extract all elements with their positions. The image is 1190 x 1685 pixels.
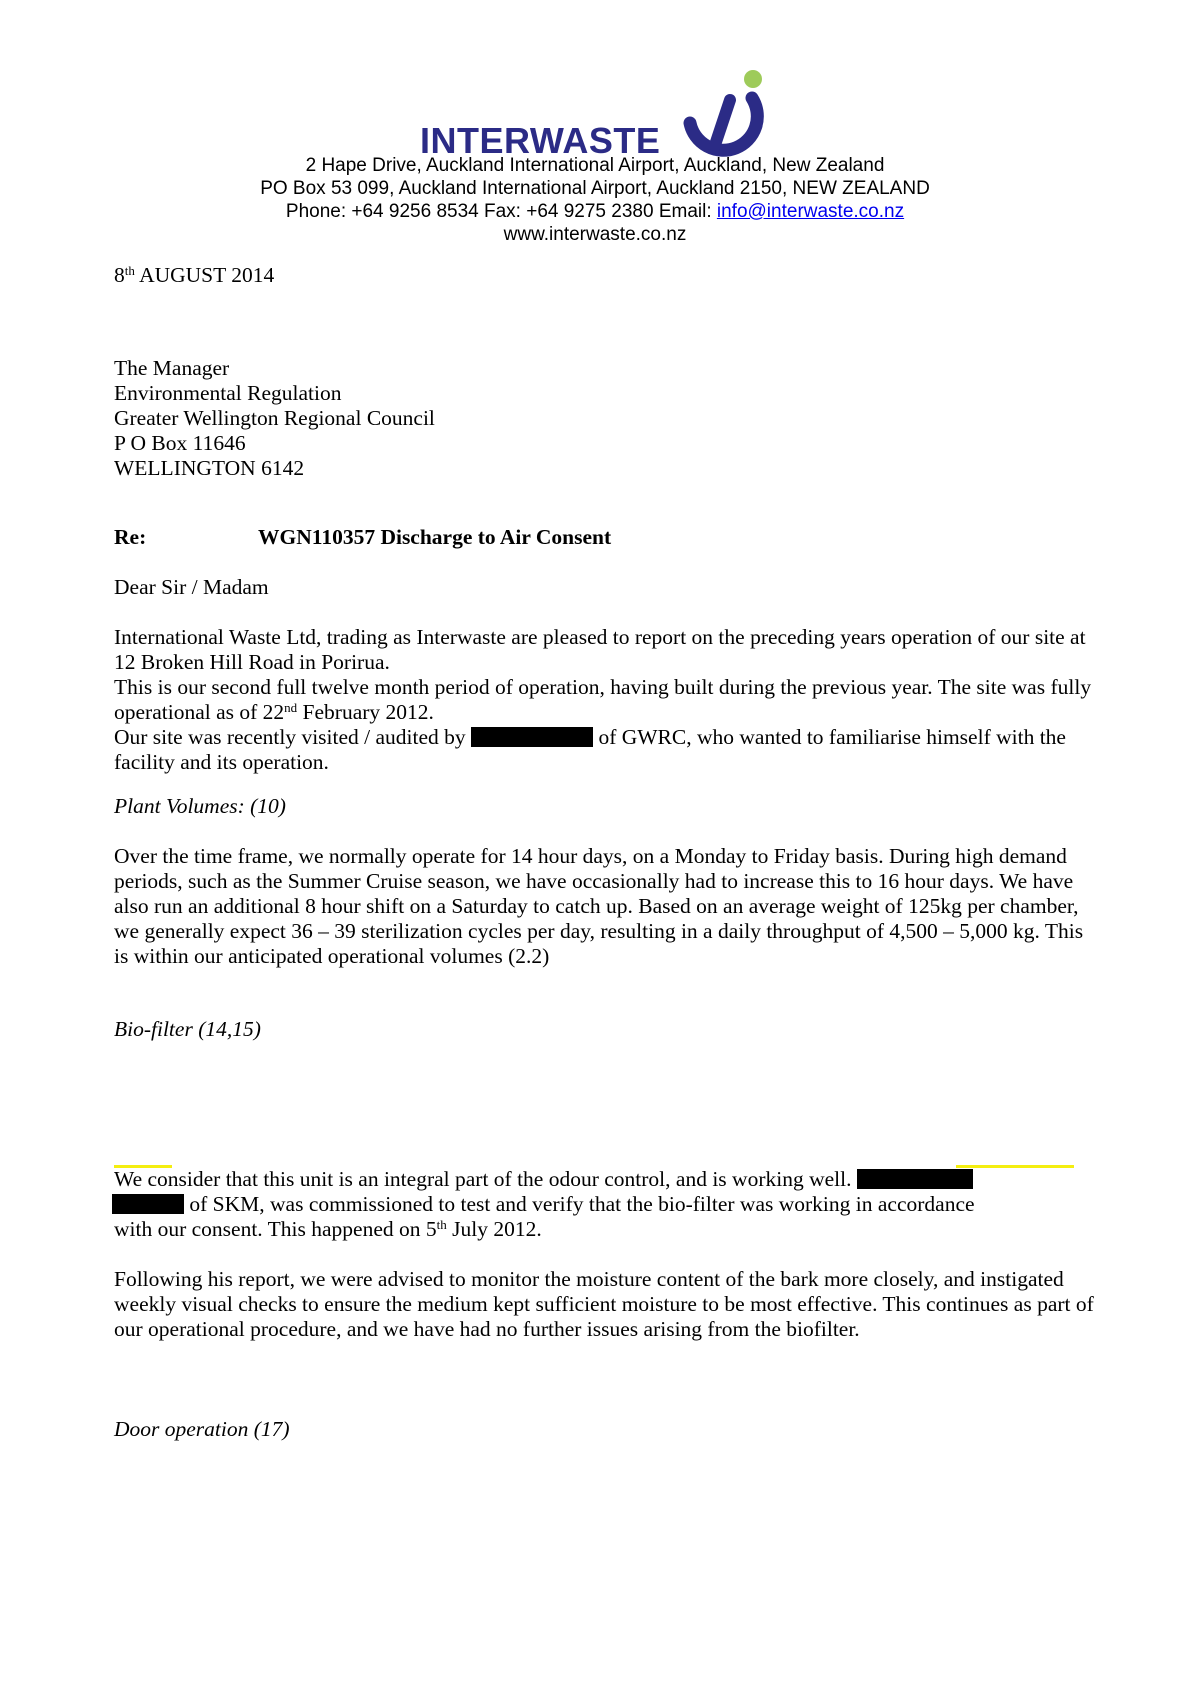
plant-volumes-paragraph: Over the time frame, we normally operate for 14 hour days, on a Monday to Friday basis. During high demand periods, such as the Summer Cruise season, we have occasionally had to increase this to 16 hour days. We have also run an additional 8 hour shift on a Saturday to catch up. Based on an average weight of 125kg per chamber, we generally expect 36 – 39 sterilization cycles per day, resulting in a daily throughput of 4,500 – 5,000 kg. This is within our anticipated operational volumes (2.2)	[114, 844, 1084, 968]
contact-line	[0, 200, 1190, 224]
salutation: Dear Sir / Madam	[114, 575, 269, 599]
highlight-mark	[956, 1165, 1074, 1168]
door-operation-heading: Door operation (17)	[114, 1417, 290, 1441]
plant-volumes-heading: Plant Volumes: (10)	[114, 794, 286, 818]
website: www.interwaste.co.nz	[503, 224, 687, 245]
recipient-line: Environmental Regulation	[114, 381, 342, 405]
logo-wordmark: INTERWASTE	[420, 120, 661, 161]
recipient-line: The Manager	[114, 356, 230, 380]
recipient-line: Greater Wellington Regional Council	[114, 406, 435, 430]
letter-date: 8th AUGUST 2014	[114, 263, 275, 287]
operation-paragraph: This is our second full twelve month period of operation, having built during the previous year. The site was fully operational as of 22nd February 2012.	[114, 675, 1092, 724]
recipient-line: WELLINGTON 6142	[114, 456, 305, 480]
interwaste-logo	[420, 68, 790, 163]
phone-fax: Phone: +64 9256 8534 Fax: +64 9275 2380 Email:	[285, 201, 717, 222]
followup-paragraph: Following his report, we were advised to monitor the moisture content of the bark more closely, and instigated weekly visual checks to ensure the medium kept sufficient moisture to be most effective. This continues as part of our operational procedure, and we have had no further issues arising from the biofilter.	[114, 1267, 1094, 1341]
visit-paragraph: Our site was recently visited / audited by of GWRC, who wanted to familiarise himself with the facility and its operation.	[114, 725, 1066, 774]
email-link[interactable]: info@interwaste.co.nz	[716, 201, 905, 222]
redaction-box	[471, 727, 593, 747]
bio-filter-line-2: of SKM, was commissioned to test and verify that the bio-filter was working in accordance	[112, 1192, 975, 1217]
recipient-line: P O Box 11646	[114, 431, 246, 455]
subject-text: WGN110357 Discharge to Air Consent	[258, 525, 612, 549]
bio-filter-heading: Bio-filter (14,15)	[114, 1017, 261, 1041]
bio-filter-line-3: with our consent. This happened on 5th July 2012.	[114, 1217, 542, 1241]
redaction-box	[857, 1169, 973, 1189]
logo-i-symbol	[668, 68, 778, 163]
intro-paragraph: International Waste Ltd, trading as Interwaste are pleased to report on the preceding years operation of our site at 12 Broken Hill Road in Porirua.	[114, 625, 1086, 674]
address-line-1: 2 Hape Drive, Auckland International Airport, Auckland, New Zealand	[305, 155, 885, 176]
subject-label: Re:	[114, 525, 147, 549]
address-line-2: PO Box 53 099, Auckland International Airport, Auckland 2150, NEW ZEALAND	[260, 178, 930, 199]
bio-filter-line-1: We consider that this unit is an integral part of the odour control, and is working well.	[114, 1167, 973, 1192]
redaction-box	[112, 1194, 184, 1214]
